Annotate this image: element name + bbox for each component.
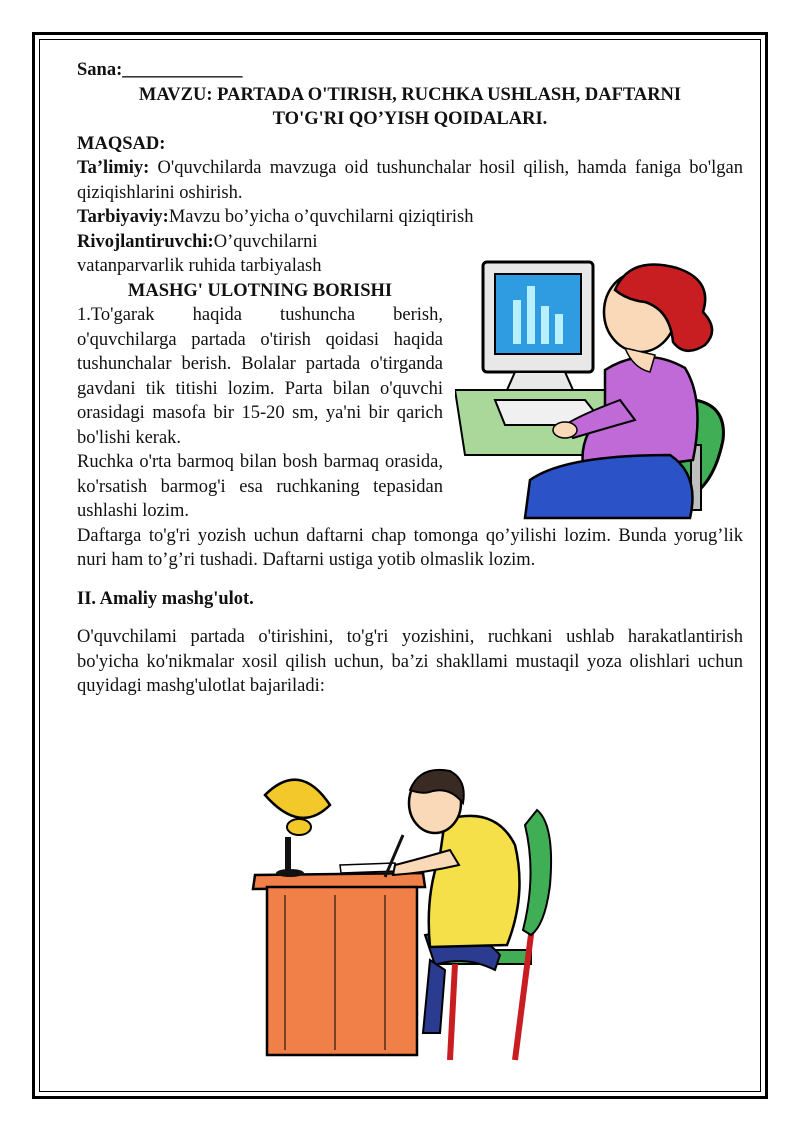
goal-talimiy-label: Ta’limiy: — [77, 158, 150, 178]
goal-rivoj-text2: vatanparvarlik ruhida tarbiyalash — [77, 256, 322, 276]
topic-title-line2: TO'G'RI QO’YISH QOIDALARI. — [272, 109, 548, 129]
goal-rivoj-label: Rivojlantiruvchi: — [77, 231, 214, 252]
lesson-heading: MASHG' ULOTNING BORISHI — [127, 280, 393, 301]
date-line: Sana:_____________ — [77, 60, 243, 80]
practical-text: O'quvchilami partada o'tirishini, to'g'ri yozishini, ruchkani ushlab harakatlantirish bo'yicha ko'nikmalar xosil qilish uchun, ba’zi shakllami mustaqil yoza olishlari uchun quyidagi mashg'ulotlat bajariladi: — [77, 627, 743, 696]
goal-tarbiyaviy-label: Tarbiyaviy: — [77, 207, 169, 227]
lesson-para1: 1.To'garak haqida tushuncha berish, o'quvchilarga partada o'tirish qoidasi haqida tushunchalar berish. Bolalar partada o'tirganda gavdani tik titishi lozim. Parta bilan o'quvchi orasidagi masofa bir 15-20 sm, ya'ni bir qarich bo'lishi kerak. — [77, 305, 443, 448]
practical-heading: II. Amaliy mashg'ulot. — [77, 588, 254, 609]
goal-tarbiyaviy — [77, 205, 743, 230]
goals-heading: MAQSAD: — [77, 133, 166, 154]
lesson-para3: Daftarga to'g'ri yozish uchun daftarni chap tomonga qo’yilishi lozim. Bunda yorug’lik nuri ham to’g’ri tushadi. Daftarni ustiga yotib olmaslik lozim. — [77, 525, 743, 570]
topic-title-line1: MAVZU: PARTADA O'TIRISH, RUCHKA USHLASH, DAFTARNI — [138, 84, 682, 105]
woman-at-computer-illustration — [455, 250, 745, 522]
goal-talimiy-text: O'quvchilarda mavzuga oid tushunchalar hosil qilish, hamda faniga bo'lgan qiziqishlarini oshirish. — [77, 158, 743, 203]
lesson-para2: Ruchka o'rta barmoq bilan bosh barmaq orasida, ko'rsatish barmog'i esa ruchkaning tepasidan ushlashi lozim. — [77, 452, 443, 521]
goal-tarbiyaviy-text: Mavzu bo’yicha o’quvchilarni qiziqtirish — [168, 207, 474, 227]
goal-talimiy — [77, 156, 743, 205]
boy-writing-at-desk-illustration — [245, 765, 565, 1065]
goal-rivoj-text1: O’quvchilarni — [213, 231, 318, 252]
